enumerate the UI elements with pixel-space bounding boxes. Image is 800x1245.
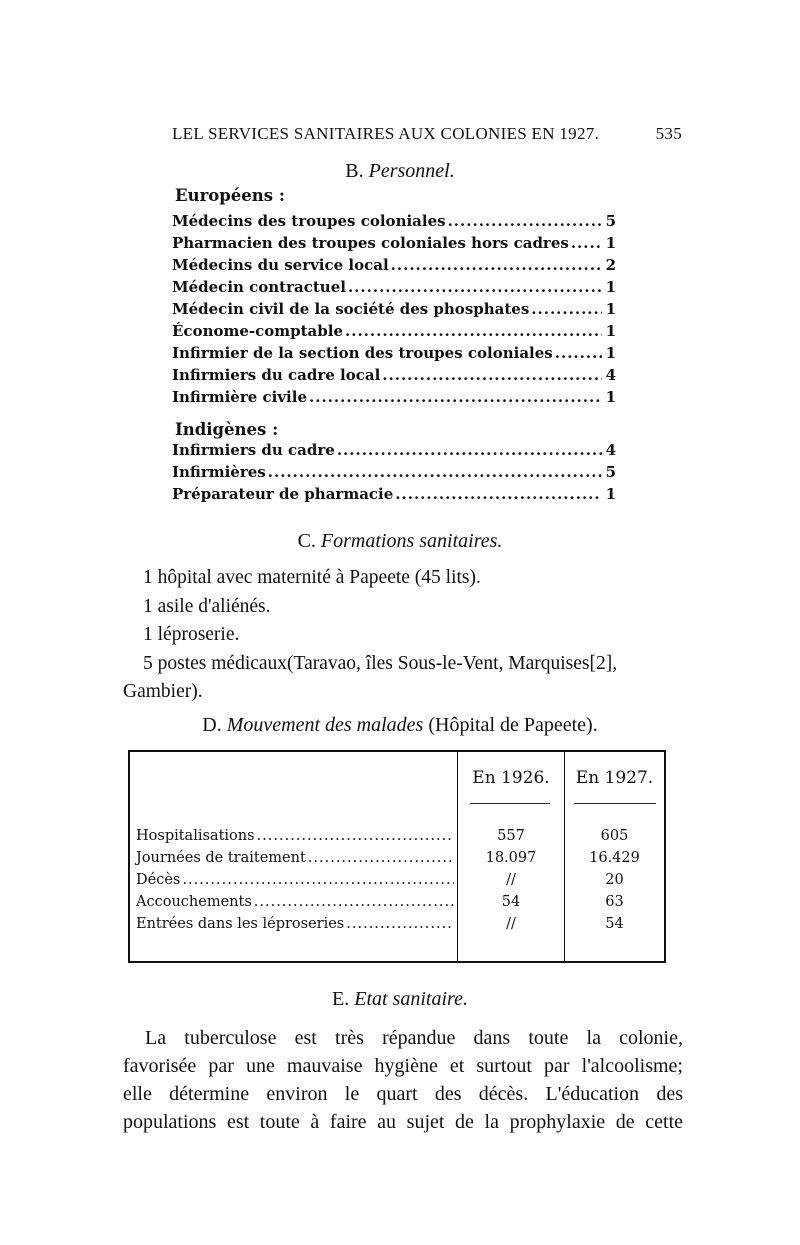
list-item: Médecin civil de la société des phosphates ..... 1: [172, 300, 616, 322]
list-item: 1 léproserie.: [143, 624, 240, 645]
list-item: 5 postes médicaux(Taravao, îles Sous-le-Vent, Marquises[2],: [143, 652, 618, 674]
mouvement-table: [128, 750, 666, 963]
paragraph-line: elle détermine environ le quart des décès. L'éducation des: [123, 1083, 683, 1105]
section-letter: E.: [332, 988, 350, 1010]
section-heading-etat: [0, 988, 800, 1011]
section-title: Personnel.: [368, 160, 455, 182]
list-item: Infirmières ..... 5: [172, 463, 616, 485]
section-title: Mouvement des malades: [226, 714, 424, 736]
list-item: Gambier).: [123, 681, 203, 702]
section-title: Formations sanitaires.: [320, 530, 503, 552]
table-row: Décès ..... // 20: [130, 872, 664, 894]
section-title-suffix: (Hôpital de Papeete).: [428, 714, 598, 736]
section-letter: D.: [202, 714, 222, 736]
list-item: Infirmiers du cadre local ..... 4: [172, 366, 616, 388]
running-title: LEL SERVICES SANITAIRES AUX COLONIES EN 1927.: [172, 124, 600, 143]
table-row: Accouchements ..... 54 63: [130, 894, 664, 916]
list-item: Pharmacien des troupes coloniales hors cadres ..... 1: [172, 234, 616, 256]
list-item: 1 hôpital avec maternité à Papeete (45 lits).: [143, 567, 481, 588]
list-item: Infirmier de la section des troupes coloniales ..... 1: [172, 344, 616, 366]
running-header: [172, 124, 682, 144]
list-item: Médecin contractuel ..... 1: [172, 278, 616, 300]
list-item: Préparateur de pharmacie ..... 1: [172, 485, 616, 507]
table-row: Journées de traitement ..... 18.097 16.429: [130, 850, 664, 872]
group-label-indigenes: Indigènes :: [175, 420, 279, 439]
list-item: Médecins du service local ..... 2: [172, 256, 616, 278]
list-item: Infirmiers du cadre ..... 4: [172, 441, 616, 463]
paragraph-line: populations est toute à faire au sujet de la prophylaxie de cette: [123, 1111, 683, 1133]
list-item: Médecins des troupes coloniales ..... 5: [172, 212, 616, 234]
formations-list: [123, 564, 683, 707]
section-heading-formations: [0, 530, 800, 553]
indigenes-list: [172, 441, 616, 507]
etat-paragraph: [123, 1024, 683, 1136]
header-rule: [574, 803, 656, 804]
paragraph-line: La tuberculose est très répandue dans toute la colonie,: [145, 1027, 683, 1049]
table-row: Hospitalisations ..... 557 605: [130, 828, 664, 850]
list-item: 1 asile d'aliénés.: [143, 595, 271, 617]
list-item: Infirmière civile ..... 1: [172, 388, 616, 410]
group-label-europeens: Européens :: [175, 186, 285, 205]
europeens-list: [172, 212, 616, 410]
paragraph-line: favorisée par une mauvaise hygiène et surtout par l'alcoolisme;: [123, 1055, 683, 1077]
column-header-1927: En 1927.: [575, 768, 654, 788]
column-header-1926: En 1926.: [472, 768, 550, 788]
section-heading-mouvement: [0, 714, 800, 737]
section-title: Etat sanitaire.: [354, 988, 468, 1010]
section-letter: B.: [345, 160, 364, 182]
section-letter: C.: [297, 530, 316, 552]
table-row: Entrées dans les léproseries ..... // 54: [130, 916, 664, 938]
list-item: Économe-comptable ..... 1: [172, 322, 616, 344]
section-heading-personnel: [0, 160, 800, 183]
page-number: 535: [655, 124, 682, 143]
header-rule: [470, 803, 550, 804]
